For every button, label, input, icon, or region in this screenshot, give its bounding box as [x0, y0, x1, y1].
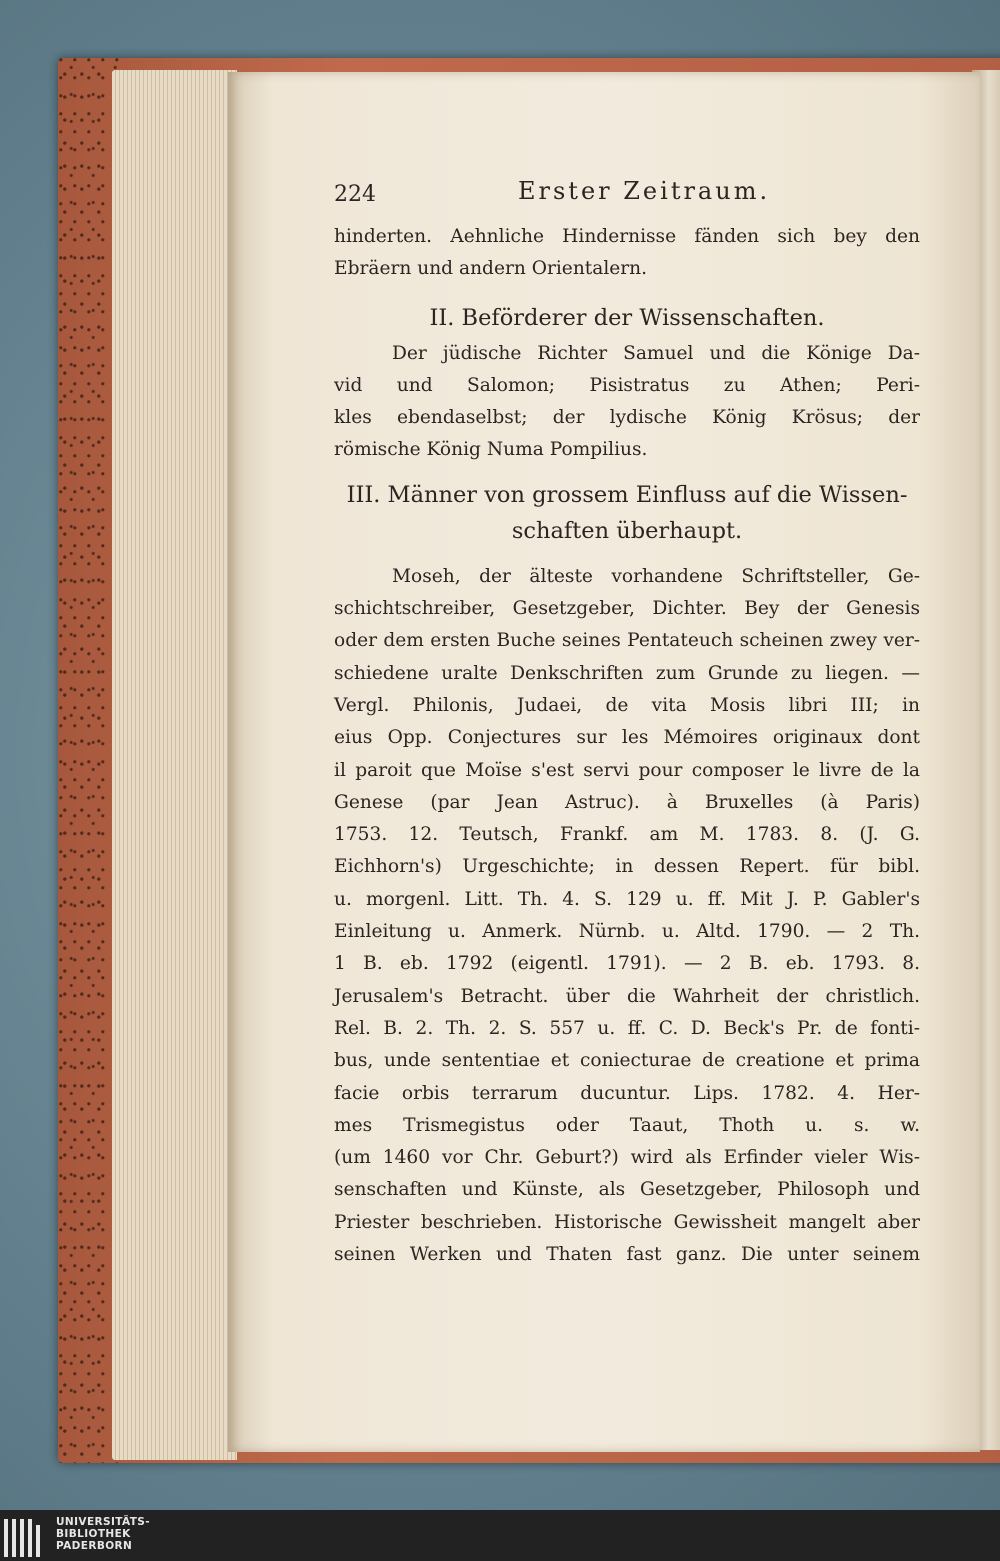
text-line: Eichhorn's) Urgeschichte; in dessen Repert. für bibl. — [334, 856, 920, 878]
text-line: facie orbis terrarum ducuntur. Lips. 1782. 4. Her- — [334, 1082, 920, 1104]
page-header — [334, 175, 920, 221]
library-name-line: PADERBORN — [56, 1540, 133, 1552]
text-line: hinderten. Aehnliche Hindernisse fänden sich bey den — [334, 226, 920, 247]
text-line: mes Trismegistus oder Taaut, Thoth u. s. w. — [334, 1114, 920, 1136]
text-line: Einleitung u. Anmerk. Nürnb. u. Altd. 1790. — 2 Th. — [334, 921, 920, 943]
text-line: Priester beschrieben. Historische Gewissheit mangelt aber — [334, 1211, 920, 1233]
section-heading-3: III. Männer von grossem Einfluss auf die Wissen- — [346, 481, 908, 508]
text-line: Rel. B. 2. Th. 2. S. 557 u. ff. C. D. Beck's Pr. de fonti- — [334, 1017, 920, 1039]
text-line: Der jüdische Richter Samuel und die Könige Da- — [392, 342, 920, 364]
text-line: römische König Numa Pompilius. — [334, 439, 648, 461]
running-head: Erster Zeitraum. — [518, 177, 771, 205]
section-heading-2: II. Beförderer der Wissenschaften. — [429, 304, 825, 331]
library-footer — [0, 1510, 1000, 1561]
text-line: seinen Werken und Thaten fast ganz. Die unter seinem — [334, 1244, 920, 1266]
paragraph-3 — [334, 561, 920, 1272]
text-line: Moseh, der älteste vorhandene Schriftsteller, Ge- — [392, 565, 920, 587]
text-line: bus, unde sententiae et coniecturae de creatione et prima — [334, 1050, 920, 1072]
text-line: 1 B. eb. 1792 (eigentl. 1791). — 2 B. eb. 1793. 8. — [334, 953, 920, 975]
page-text — [334, 175, 920, 1271]
page-number: 224 — [334, 182, 376, 207]
text-line: Vergl. Philonis, Judaei, de vita Mosis libri III; in — [334, 694, 920, 716]
text-line: il paroit que Moïse s'est servi pour composer le livre de la — [334, 759, 920, 781]
text-line: u. morgenl. Litt. Th. 4. S. 129 u. ff. Mit J. P. Gabler's — [334, 888, 920, 910]
text-line: Ebräern und andern Orientalern. — [334, 258, 648, 280]
section-heading-3-cont: schaften überhaupt. — [511, 517, 743, 544]
text-line: kles ebendaselbst; der lydische König Krösus; der — [334, 407, 920, 429]
text-line: schichtschreiber, Gesetzgeber, Dichter. Bey der Genesis — [334, 598, 920, 620]
text-line: oder dem ersten Buche seines Pentateuch scheinen zwey ver- — [334, 630, 920, 652]
page-edges — [112, 70, 237, 1460]
library-name-line: BIBLIOTHEK — [56, 1528, 131, 1540]
text-line: senschaften und Künste, als Gesetzgeber, Philosoph und — [334, 1179, 920, 1201]
text-line: schiedene uralte Denkschriften zum Grunde zu liegen. — — [334, 662, 920, 684]
text-line: vid und Salomon; Pisistratus zu Athen; Peri- — [334, 374, 920, 396]
text-line: Jerusalem's Betracht. über die Wahrheit der christlich. — [334, 985, 920, 1007]
paragraph-1 — [334, 221, 920, 286]
text-line: Genese (par Jean Astruc). à Bruxelles (à Paris) — [334, 791, 920, 813]
library-name — [56, 1516, 150, 1552]
library-name-line: UNIVERSITÄTS- — [56, 1516, 151, 1528]
text-line: (um 1460 vor Chr. Geburt?) wird als Erfinder vieler Wis- — [334, 1147, 920, 1169]
library-logo-icon — [4, 1517, 48, 1559]
text-line: 1753. 12. Teutsch, Frankf. am M. 1783. 8. (J. G. — [334, 824, 920, 846]
paragraph-2 — [334, 338, 920, 467]
text-line: eius Opp. Conjectures sur les Mémoires originaux dont — [334, 727, 920, 749]
